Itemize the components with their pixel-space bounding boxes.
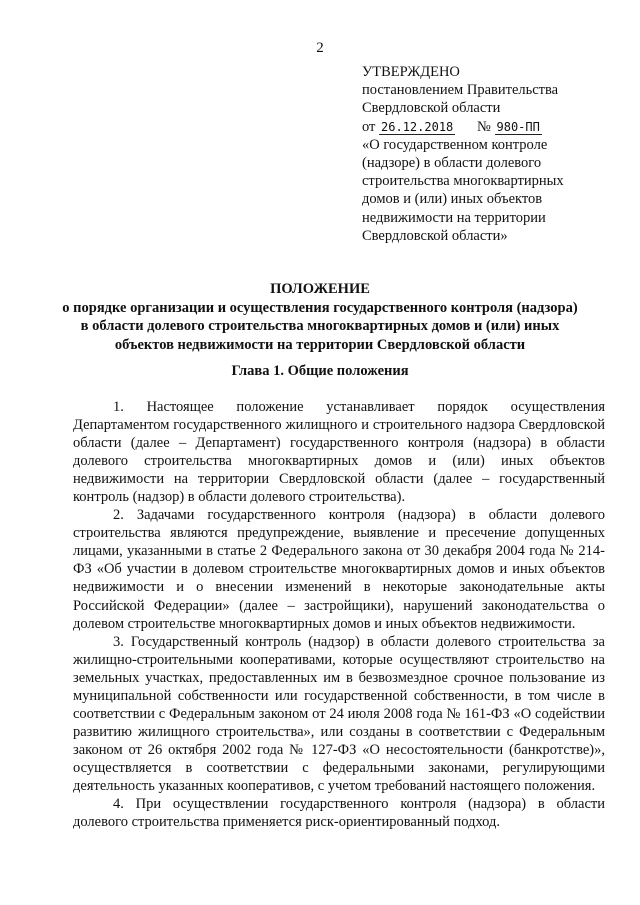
approval-title-line: домов и (или) иных объектов [362,191,543,208]
document-subtitle-line: в области долевого строительства многоквартирных домов и (или) иных [80,318,560,334]
approval-title-line: строительства многоквартирных [362,173,564,190]
approval-line: постановлением Правительства [362,82,559,99]
document-title: ПОЛОЖЕНИЕ [270,281,370,297]
document-subtitle-line: объектов недвижимости на территории Свердловской области [114,336,526,353]
approval-title-line: Свердловской области» [362,227,508,244]
paragraph: 2. Задачами государственного контроля (надзора) в области долевого строительства являются предупреждение, выявление и пресечение допущенных лицами, указанными в статье 2 Федерального закона от 30 декабря 2004 года № 214-ФЗ «Об участии в долевом строительстве многоквартирных домов и иных объектов недвижимости и о внесении изменений в некоторые законодательные акты Российской Федерации» (далее – застройщики), нарушений законодательства о долевом строительстве многоквартирных домов и иных объектов недвижимости. [73,507,605,632]
page-number: 2 [316,40,324,56]
approval-stamp [362,63,622,245]
document-title-block [60,280,580,354]
approval-date: 26.12.2018 [381,119,454,134]
approval-heading: УТВЕРЖДЕНО [362,64,460,80]
approval-title-line: недвижимости на территории [362,209,546,226]
approval-number: 980-ПП [496,119,540,134]
paragraph: 4. При осуществлении государственного контроля (надзора) в области долевого строительства применяется риск-ориентированный подход. [73,796,605,831]
approval-date-line [362,118,622,136]
paragraph: 3. Государственный контроль (надзор) в области долевого строительства за жилищно-строительными кооперативами, которые осуществляют строительство на земельных участках, предоставленных им в безвозмездное срочное пользование из муниципальной собственности или государственной собственности, в том числе в соответствии с Федеральным законом от 24 июля 2008 года № 161-ФЗ «О содействии развитию жилищного строительства», или созданы в соответствии с Федеральным законом от 26 октября 2002 года № 127-ФЗ «О несостоятельности (банкротстве)», осуществляется в соответствии с федеральными законами, регулирующими деятельность указанных кооперативов, с учетом требований настоящего положения. [73,633,605,794]
approval-title-line: «О государственном контроле [362,136,548,153]
approval-title-line: (надзоре) в области долевого [362,155,542,172]
number-prefix: № [477,118,491,135]
paragraph: 1. Настоящее положение устанавливает порядок осуществления Департаментом государственного жилищного и строительного надзора Свердловской области (далее – Департамент) государственного контроля (надзора) в области долевого строительства многоквартирных домов и (или) иных объектов недвижимости на территории Свердловской области (далее – государственный контроль (надзор) в области долевого строительства). [73,399,605,506]
chapter-heading: Глава 1. Общие положения [231,363,409,379]
document-subtitle-line: о порядке организации и осуществления государственного контроля (надзора) [62,299,578,316]
approval-line: Свердловской области [362,100,501,117]
document-body [73,398,605,831]
date-prefix: от [362,118,376,135]
